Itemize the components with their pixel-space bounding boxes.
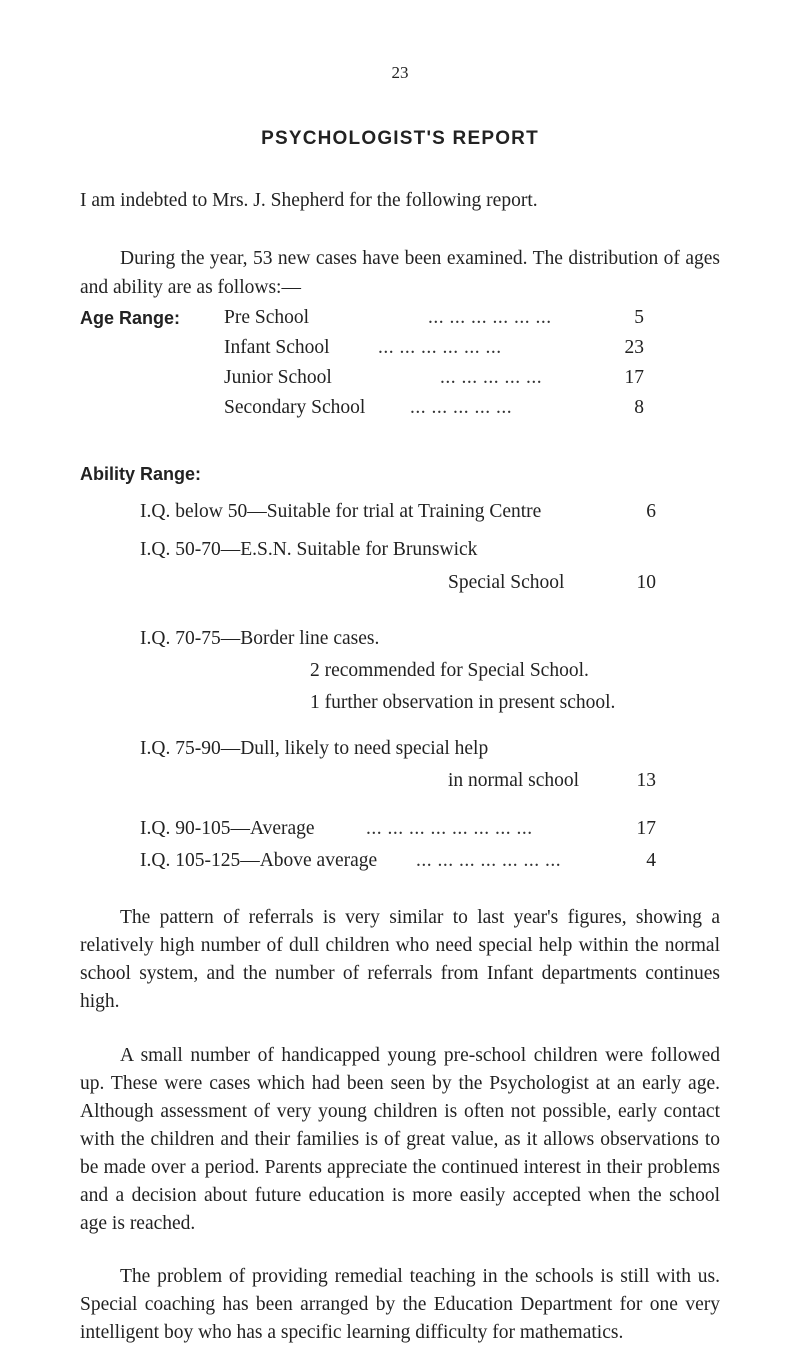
iq-105-125: I.Q. 105-125—Above average — [140, 850, 378, 871]
iq-90-105: I.Q. 90-105—Average — [140, 818, 315, 839]
iq-below-50: I.Q. below 50—Suitable for trial at Training Centre — [140, 501, 542, 522]
leader-dots: ... ... ... ... ... ... ... — [416, 850, 562, 871]
iq-75-90: I.Q. 75-90—Dull, likely to need special help — [140, 738, 489, 759]
age-row-name: Junior School — [224, 367, 332, 388]
paragraph: A small number of handicapped young pre-school children were followed up. These were cases which had been seen by the Psychologist at an early age. Although assessment of very young children is often not possible, early contact with the children and their families is of great value, as it allows observations to be made over a period. Parents appreciate the continued interest in their problems and a decision about future education is more easily accepted when the school age is reached. — [80, 1045, 720, 1234]
iq-70-75-note-2: 1 further observation in present school. — [310, 692, 616, 713]
page-number: 23 — [391, 63, 409, 82]
leader-dots: ... ... ... ... ... ... — [378, 337, 502, 358]
age-row-value: 8 — [634, 397, 644, 418]
paragraph: The pattern of referrals is very similar to last year's figures, showing a relatively high number of dull children who need special help within the normal school system, and the number of referrals from Infant departments continues high. — [80, 907, 720, 1012]
leader-dots: ... ... ... ... ... — [410, 397, 513, 418]
age-row-name: Infant School — [224, 337, 330, 358]
ability-range-label: Ability Range: — [80, 464, 202, 484]
age-row-name: Secondary School — [224, 397, 366, 418]
iq-50-70-cont: Special School — [448, 572, 565, 593]
age-row-name: Pre School — [224, 307, 310, 328]
age-row-value: 17 — [624, 367, 644, 388]
iq-below-50-value: 6 — [646, 501, 656, 522]
age-row-value: 5 — [634, 307, 644, 328]
iq-50-70: I.Q. 50-70—E.S.N. Suitable for Brunswick — [140, 539, 478, 560]
age-row-value: 23 — [624, 337, 644, 358]
leader-dots: ... ... ... ... ... ... — [428, 307, 552, 328]
iq-70-75-note-1: 2 recommended for Special School. — [310, 660, 589, 681]
page-title: PSYCHOLOGIST'S REPORT — [261, 128, 539, 149]
iq-75-90-cont: in normal school — [448, 770, 580, 791]
age-range-label: Age Range: — [80, 308, 181, 328]
iq-90-105-value: 17 — [636, 818, 656, 839]
intro-line: I am indebted to Mrs. J. Shepherd for the following report. — [80, 190, 538, 211]
iq-105-125-value: 4 — [646, 850, 656, 871]
paragraph: The problem of providing remedial teaching in the schools is still with us. Special coaching has been arranged by the Education Department for one very intelligent boy who has a specific learning difficulty for mathematics. — [80, 1266, 720, 1343]
leader-dots: ... ... ... ... ... — [440, 367, 543, 388]
leader-dots: ... ... ... ... ... ... ... ... — [366, 818, 533, 839]
iq-50-70-value: 10 — [636, 572, 656, 593]
iq-75-90-value: 13 — [636, 770, 656, 791]
iq-70-75: I.Q. 70-75—Border line cases. — [140, 628, 380, 649]
intro-paragraph: During the year, 53 new cases have been examined. The distribution of ages and ability are as follows:— — [80, 248, 720, 298]
